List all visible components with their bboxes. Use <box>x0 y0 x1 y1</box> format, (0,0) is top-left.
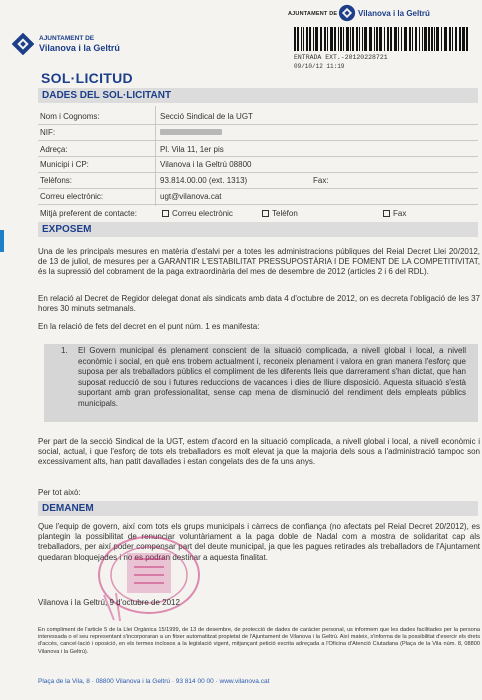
registry-stamp <box>288 3 476 73</box>
barcode-icon <box>294 27 470 51</box>
barcode-bar <box>452 27 453 51</box>
barcode-bar <box>434 27 435 51</box>
barcode-bar <box>387 27 389 51</box>
header-org: AJUNTAMENT DE <box>39 35 95 42</box>
form-rule <box>38 156 478 157</box>
header-city: Vilanova i la Geltrú <box>39 43 120 53</box>
barcode-bar <box>303 27 304 51</box>
barcode-bar <box>294 27 296 51</box>
barcode-bar <box>306 27 308 51</box>
form-rule <box>38 124 478 125</box>
barcode-bar <box>419 27 420 51</box>
section-request: DEMANEM <box>38 501 478 516</box>
barcode-bar <box>394 27 397 51</box>
barcode-bar <box>431 27 433 51</box>
phone-value: 93.814.00.00 (ext. 1313) <box>160 176 248 185</box>
name-label: Nom i Cognoms: <box>40 112 100 121</box>
nif-label: NIF: <box>40 128 56 137</box>
paragraph-2: En relació al Decret de Regidor delegat donat als sindicats amb data 4 d'octubre de 2012, on es decreta l'obligació de les 37 hores 30 minuts setmanals. <box>38 294 480 314</box>
fax-label: Fax: <box>313 176 329 185</box>
form-rule <box>38 188 478 189</box>
barcode-bar <box>350 27 351 51</box>
barcode-bar <box>376 27 378 51</box>
barcode-bar <box>369 27 372 51</box>
barcode-bar <box>415 27 417 51</box>
section-applicant: DADES DEL SOL·LICITANT <box>38 88 478 103</box>
barcode-bar <box>444 27 447 51</box>
address-value: Pl. Vila 11, 1er pis <box>160 145 224 154</box>
barcode-bar <box>412 27 413 51</box>
form-rule <box>38 140 478 141</box>
barcode-bar <box>409 27 411 51</box>
stamp-org: AJUNTAMENT DE <box>288 11 338 17</box>
barcode-bar <box>401 27 402 51</box>
barcode-bar <box>455 27 457 51</box>
nif-value <box>160 128 222 137</box>
section-expose: EXPOSEM <box>38 222 478 237</box>
phone-label: Telèfons: <box>40 176 73 185</box>
email-label: Correu electrònic: <box>40 192 104 201</box>
checkbox-icon[interactable] <box>162 210 169 217</box>
address-label: Adreça: <box>40 145 68 154</box>
redacted-nif <box>160 129 222 135</box>
barcode-bar <box>343 27 344 51</box>
barcode-bar <box>346 27 349 51</box>
barcode-bar <box>362 27 363 51</box>
margin-marker <box>0 230 4 252</box>
barcode-bar <box>441 27 442 51</box>
email-value: ugt@vilanova.cat <box>160 192 222 201</box>
page-title: SOL·LICITUD <box>41 70 133 86</box>
barcode-bar <box>309 27 311 51</box>
barcode-bar <box>384 27 385 51</box>
checkbox-icon[interactable] <box>262 210 269 217</box>
registry-code: ENTRADA EXT.-20120228721 <box>294 54 388 61</box>
privacy-notice: En compliment de l'article 5 de la Llei Orgànica 15/1999, de 13 de desembre, de protecció de dades de caràcter personal, us informem que les dades facilitades per la persona interessada o el seu representant s'incorporaran a un fitxer automatitzat propietat de l'Ajuntament de Vilanova i la Geltrú. Així mateix, s'informa de la possibilitat d'exercir els drets d'accés, cancel·lació i oposició, en els termes inclosos a la legislació vigent, mitjançant petició escrita adreçada a l'Oficina d'Atenció Ciutadana (Plaça de la Vila núm. 8, 08800 Vilanova i la Geltrú). <box>38 627 480 655</box>
paragraph-3: En la relació de fets del decret en el punt núm. 1 es manifesta: <box>38 322 260 331</box>
quote-number: 1. <box>61 346 68 355</box>
barcode-bar <box>315 27 318 51</box>
official-seal-stamp <box>94 535 204 625</box>
barcode-bar <box>462 27 465 51</box>
stamp-city: Vilanova i la Geltrú <box>358 9 430 18</box>
form-rule <box>38 204 478 205</box>
barcode-bar <box>364 27 367 51</box>
paragraph-6: Que l'equip de govern, així com tots els grups municipals i càrrecs de confiança (no afectats pel Reial Decret 20/2012), es plantegin la possibilitat de renunciar voluntàriament a la paga doble de Nadal com a mostra de solidaritat cap als treballadors, per així poder compensar part del deute municipal, ja que les pagues retirades als treballadors de l'Ajuntament quedaran bloquejades i no es podran destinar a aquesta finalitat. <box>38 522 480 562</box>
city-label: Municipi i CP: <box>40 160 89 169</box>
city-logo-icon <box>338 4 356 22</box>
barcode-bar <box>340 27 342 51</box>
barcode-bar <box>466 27 468 51</box>
barcode-bar <box>422 27 423 51</box>
barcode-bar <box>404 27 407 51</box>
contact-option-phone[interactable]: Telèfon <box>262 209 298 218</box>
paragraph-4: Per part de la secció Sindical de la UGT, estem d'acord en la situació complicada, a nivell global i local, a nivell econòmic i social, actual, i que l'esforç de tots els treballadors es molt elevat ja que la majoria dels sous a l'administració tampoc son excessivament alts, han patit davallades i estan congelats des de fa uns anys. <box>38 437 480 467</box>
barcode-bar <box>313 27 314 51</box>
barcode-bar <box>390 27 392 51</box>
city-logo-icon <box>12 33 34 55</box>
barcode-bar <box>424 27 427 51</box>
barcode-bar <box>338 27 339 51</box>
barcode-bar <box>436 27 439 51</box>
contact-label: Mitjà preferent de contacte: <box>40 209 137 218</box>
barcode-bar <box>356 27 358 51</box>
form-rule <box>38 172 478 173</box>
barcode-bar <box>301 27 302 51</box>
barcode-bar <box>330 27 333 51</box>
city-value: Vilanova i la Geltrú 08800 <box>160 160 252 169</box>
barcode-bar <box>449 27 451 51</box>
barcode-bar <box>352 27 354 51</box>
barcode-bar <box>359 27 360 51</box>
barcode-bar <box>327 27 328 51</box>
name-value: Secció Sindical de la UGT <box>160 112 253 121</box>
barcode-bar <box>374 27 375 51</box>
checkbox-icon[interactable] <box>383 210 390 217</box>
registry-date: 09/10/12 11:19 <box>294 63 345 70</box>
barcode-bar <box>320 27 322 51</box>
paragraph-5: Per tot això: <box>38 488 81 497</box>
contact-option-fax[interactable]: Fax <box>383 209 406 218</box>
barcode-bar <box>379 27 382 51</box>
quote-text: El Govern municipal és plenament conscient de la situació complicada, a nivell global i local, a nivell econòmic i social, en què ens trobem actualment i, reconeix plenament i valora en gran manera l'esforç que suposa per als treballadors públics el compliment de les diferents lleis que darrerament s'han dictat, que han suposat reducció de sou i futures reduccions de vacances i dies de lliure disposició. Aquesta situació s'està suportant amb gran professionalitat, sense cap mena de disminució del rendiment dels empleats públics municipals. <box>78 346 466 408</box>
paragraph-1: Una de les principals mesures en matèria d'estalvi per a totes les administracions públiques del Reial Decret Llei 20/2012, de 13 de juliol, de mesures per a GARANTIR L'ESTABILITAT PRESSUPOSTÀRIA I DE FOMENT DE LA COMPETITIVITAT, és la supressió del cobrament de la paga extraordinària del mes de desembre de 2012 (articles 2 i 6 del RDL). <box>38 247 480 277</box>
barcode-bar <box>398 27 399 51</box>
contact-option-email[interactable]: Correu electrònic <box>162 209 233 218</box>
barcode-bar <box>324 27 326 51</box>
barcode-bar <box>297 27 299 51</box>
page-footer: Plaça de la Vila, 8 · 08800 Vilanova i la Geltrú · 93 814 00 00 · www.vilanova.cat <box>38 678 270 685</box>
barcode-bar <box>428 27 430 51</box>
barcode-bar <box>459 27 461 51</box>
signature-line: Vilanova i la Geltrú, 9 d'octubre de 2012 <box>38 598 180 607</box>
barcode-bar <box>334 27 336 51</box>
